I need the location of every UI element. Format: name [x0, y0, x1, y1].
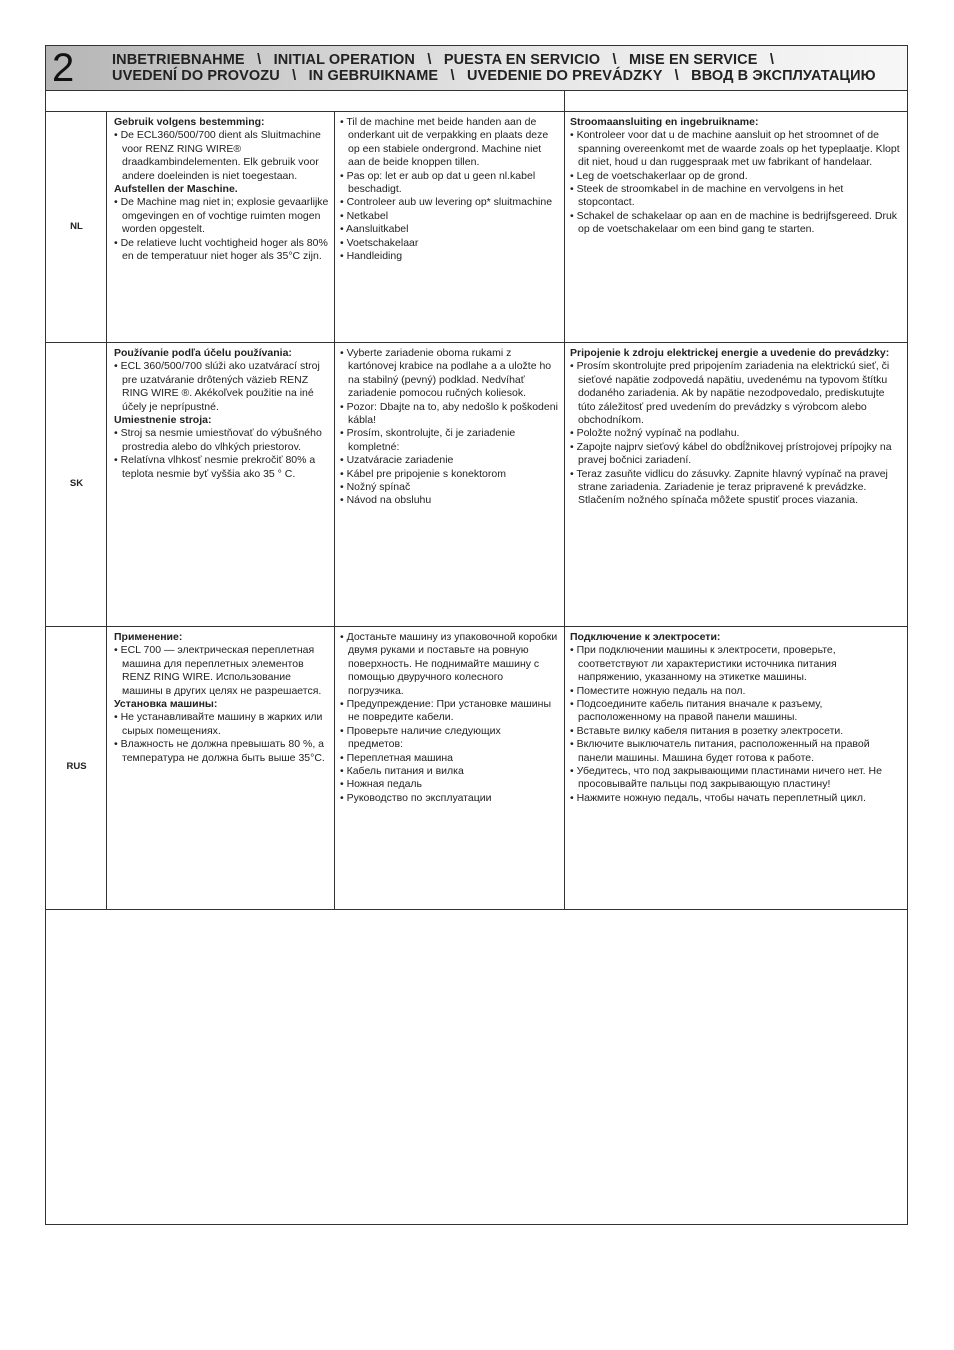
unpacking-item: • Ножная педаль [340, 778, 558, 791]
power-connection-item: • Убедитесь, что под закрывающими пластинами ничего нет. Не просовывайте пальцы под закрывающую пластину! [570, 765, 902, 792]
power-connection-heading: Подключение к электросети: [570, 631, 721, 643]
language-row-sk [46, 343, 907, 627]
setup-item: • Stroj sa nesmie umiestňovať do výbušného prostredia alebo do vlhkých priestorov. [114, 427, 332, 454]
usage-heading: Применение: [114, 631, 183, 643]
power-connection-item: • Подсоедините кабель питания вначале к разъему, расположенному на правой панели машины. [570, 698, 902, 725]
unpacking-item: • Переплетная машина [340, 752, 558, 765]
unpacking-item: • Netkabel [340, 210, 558, 223]
chapter-title-line-1: INBETRIEBNAHME \ INITIAL OPERATION \ PUESTA EN SERVICIO \ MISE EN SERVICE \ [112, 52, 775, 68]
unpacking-item: • Uzatváracie zariadenie [340, 454, 558, 467]
usage-item: • De ECL360/500/700 dient als Sluitmachine voor RENZ RING WIRE® draadkambindelementen. Elk gebruik voor andere doeleinden is niet toegestaan. [114, 129, 332, 183]
usage-item: • ECL 360/500/700 slúži ako uzatvárací stroj pre uzatváranie drôtených väzieb RENZ RING WIRE ®. Akékoľvek použitie na iné účely je neprípustné. [114, 360, 332, 414]
setup-heading: Aufstellen der Maschine. [114, 183, 238, 196]
language-row-nl [46, 112, 907, 343]
unpacking-item: • Kábel pre pripojenie s konektorom [340, 468, 558, 481]
usage-cell [114, 116, 332, 263]
power-connection-heading: Pripojenie k zdroju elektrickej energie a uvedenie do prevádzky: [570, 347, 890, 359]
unpacking-item: • Voetschakelaar [340, 237, 558, 250]
unpacking-item: • Aansluitkabel [340, 223, 558, 236]
language-row-rus [46, 627, 907, 910]
unpacking-item: • Handleiding [340, 250, 558, 263]
unpacking-item: • Pozor: Dbajte na to, aby nedošlo k poškodeni kábla! [340, 401, 558, 428]
usage-heading: Gebruik volgens bestemming: [114, 116, 265, 128]
language-label: SK [69, 478, 84, 489]
power-connection-item: • Нажмите ножную педаль, чтобы начать переплетный цикл. [570, 792, 902, 805]
column-divider [564, 112, 565, 342]
subheader-divider [564, 91, 565, 112]
page-frame [45, 45, 908, 1225]
unpacking-cell [340, 631, 558, 805]
column-divider [334, 627, 335, 909]
unpacking-item: • Prosím, skontrolujte, či je zariadenie kompletné: [340, 427, 558, 454]
setup-item: • De relatieve lucht vochtigheid hoger als 80% en de temperatuur niet hoger als 35°C zijn. [114, 237, 332, 264]
power-connection-item: • Kontroleer voor dat u de machine aansluit op het stroomnet of de spanning overeenkomt met de waarde zoals op het typeplaatje. Klopt dit niet, houd u dan ruggespraak met uw fabrikant of handelaar. [570, 129, 902, 169]
power-connection-item: • Zapojte najprv sieťový kábel do obdĺžnikovej prístrojovej prípojky na pravej bočnici zariadení. [570, 441, 902, 468]
column-divider [334, 343, 335, 626]
unpacking-item: • Руководство по эксплуатации [340, 792, 558, 805]
unpacking-item: • Проверьте наличие следующих предметов: [340, 725, 558, 752]
power-connection-item: • Поместите ножную педаль на пол. [570, 685, 902, 698]
usage-item: • ECL 700 — электрическая переплетная машина для переплетных элементов RENZ RING WIRE. Использование машины в других целях не разрешается. [114, 644, 332, 698]
usage-heading: Používanie podľa účelu používania: [114, 347, 292, 359]
power-connection-item: • Prosím skontrolujte pred pripojením zariadenia na elektrickú sieť, či sieťové napätie zodpovedá napätiu, uvedenému na typovom štítku dodaného zariadenia. Ak by napätie nezodpovedalo, prediskutujte túto záležitosť pred uvedením do prevádzky s výrobcom alebo obchodníkom. [570, 360, 902, 427]
power-connection-cell [570, 116, 902, 237]
power-connection-item: • При подключении машины к электросети, проверьте, соответствуют ли характеристики источника питания напряжению, указанному на этикетке машины. [570, 644, 902, 684]
power-connection-item: • Teraz zasuňte vidlicu do zásuvky. Zapnite hlavný vypínač na pravej strane zariadenia. Zariadenie je teraz pripravené k prevádzke. Stlačením nožného spínača môžete spustiť proces viazania. [570, 468, 902, 508]
chapter-title-line-2: UVEDENÍ DO PROVOZU \ IN GEBRUIKNAME \ UVEDENIE DO PREVÁDZKY \ ВВОД В ЭКСПЛУАТАЦИЮ [112, 68, 876, 84]
unpacking-item: • Vyberte zariadenie oboma rukami z kartónovej krabice na podlahe a a uložte ho na stabilný (pevný) podklad. Nedvíhať zariadenie pomocou ručných koliesok. [340, 347, 558, 401]
chapter-number: 2 [52, 46, 75, 90]
power-connection-item: • Включите выключатель питания, расположенный на правой панели машины. Машина будет готова к работе. [570, 738, 902, 765]
language-label: RUS [66, 761, 87, 772]
power-connection-item: • Schakel de schakelaar op aan en de machine is bedrijfsgereed. Druk op de voetschakelaar om een bind gang te starten. [570, 210, 902, 237]
unpacking-cell [340, 347, 558, 508]
unpacking-item: • Nožný spínač [340, 481, 558, 494]
setup-item: • Влажность не должна превышать 80 %, а температура не должна быть выше 35°С. [114, 738, 332, 765]
column-divider [564, 627, 565, 909]
power-connection-heading: Stroomaansluiting en ingebruikname: [570, 116, 759, 128]
usage-cell [114, 347, 332, 481]
unpacking-item: • Til de machine met beide handen aan de onderkant uit de verpakking en plaats deze op een stabiele ondergrond. Machine niet aan de beide knoppen tillen. [340, 116, 558, 170]
unpacking-item: • Кабель питания и вилка [340, 765, 558, 778]
power-connection-cell [570, 631, 902, 805]
power-connection-item: • Leg de voetschakerlaar op de grond. [570, 170, 902, 183]
setup-heading: Umiestnenie stroja: [114, 414, 212, 427]
unpacking-item: • Controleer aub uw levering op* sluitmachine [340, 196, 558, 209]
setup-item: • De Machine mag niet in; explosie gevaarlijke omgevingen en of vochtige ruimten mogen worden opgestelt. [114, 196, 332, 236]
chapter-header [46, 46, 907, 91]
unpacking-item: • Достаньте машину из упаковочной коробки двумя руками и поставьте на ровную поверхность. Не поднимайте машину с помощью двуручного колесного погрузчика. [340, 631, 558, 698]
power-connection-cell [570, 347, 902, 508]
column-divider [564, 343, 565, 626]
setup-item: • Не устанавливайте машину в жарких или сырых помещениях. [114, 711, 332, 738]
power-connection-item: • Položte nožný vypínač na podlahu. [570, 427, 902, 440]
unpacking-item: • Предупреждение: При установке машины не повредите кабели. [340, 698, 558, 725]
usage-cell [114, 631, 332, 765]
empty-subheader-row [46, 91, 907, 112]
power-connection-item: • Steek de stroomkabel in de machine en vervolgens in het stopcontact. [570, 183, 902, 210]
setup-item: • Relatívna vlhkosť nesmie prekročiť 80% a teplota nesmie byť vyššia ako 35 ° C. [114, 454, 332, 481]
unpacking-cell [340, 116, 558, 263]
unpacking-item: • Návod na obsluhu [340, 494, 558, 507]
setup-heading: Установка машины: [114, 698, 218, 711]
language-label: NL [70, 221, 83, 232]
unpacking-item: • Pas op: let er aub op dat u geen nl.kabel beschadigt. [340, 170, 558, 197]
power-connection-item: • Вставьте вилку кабеля питания в розетку электросети. [570, 725, 902, 738]
column-divider [334, 112, 335, 342]
